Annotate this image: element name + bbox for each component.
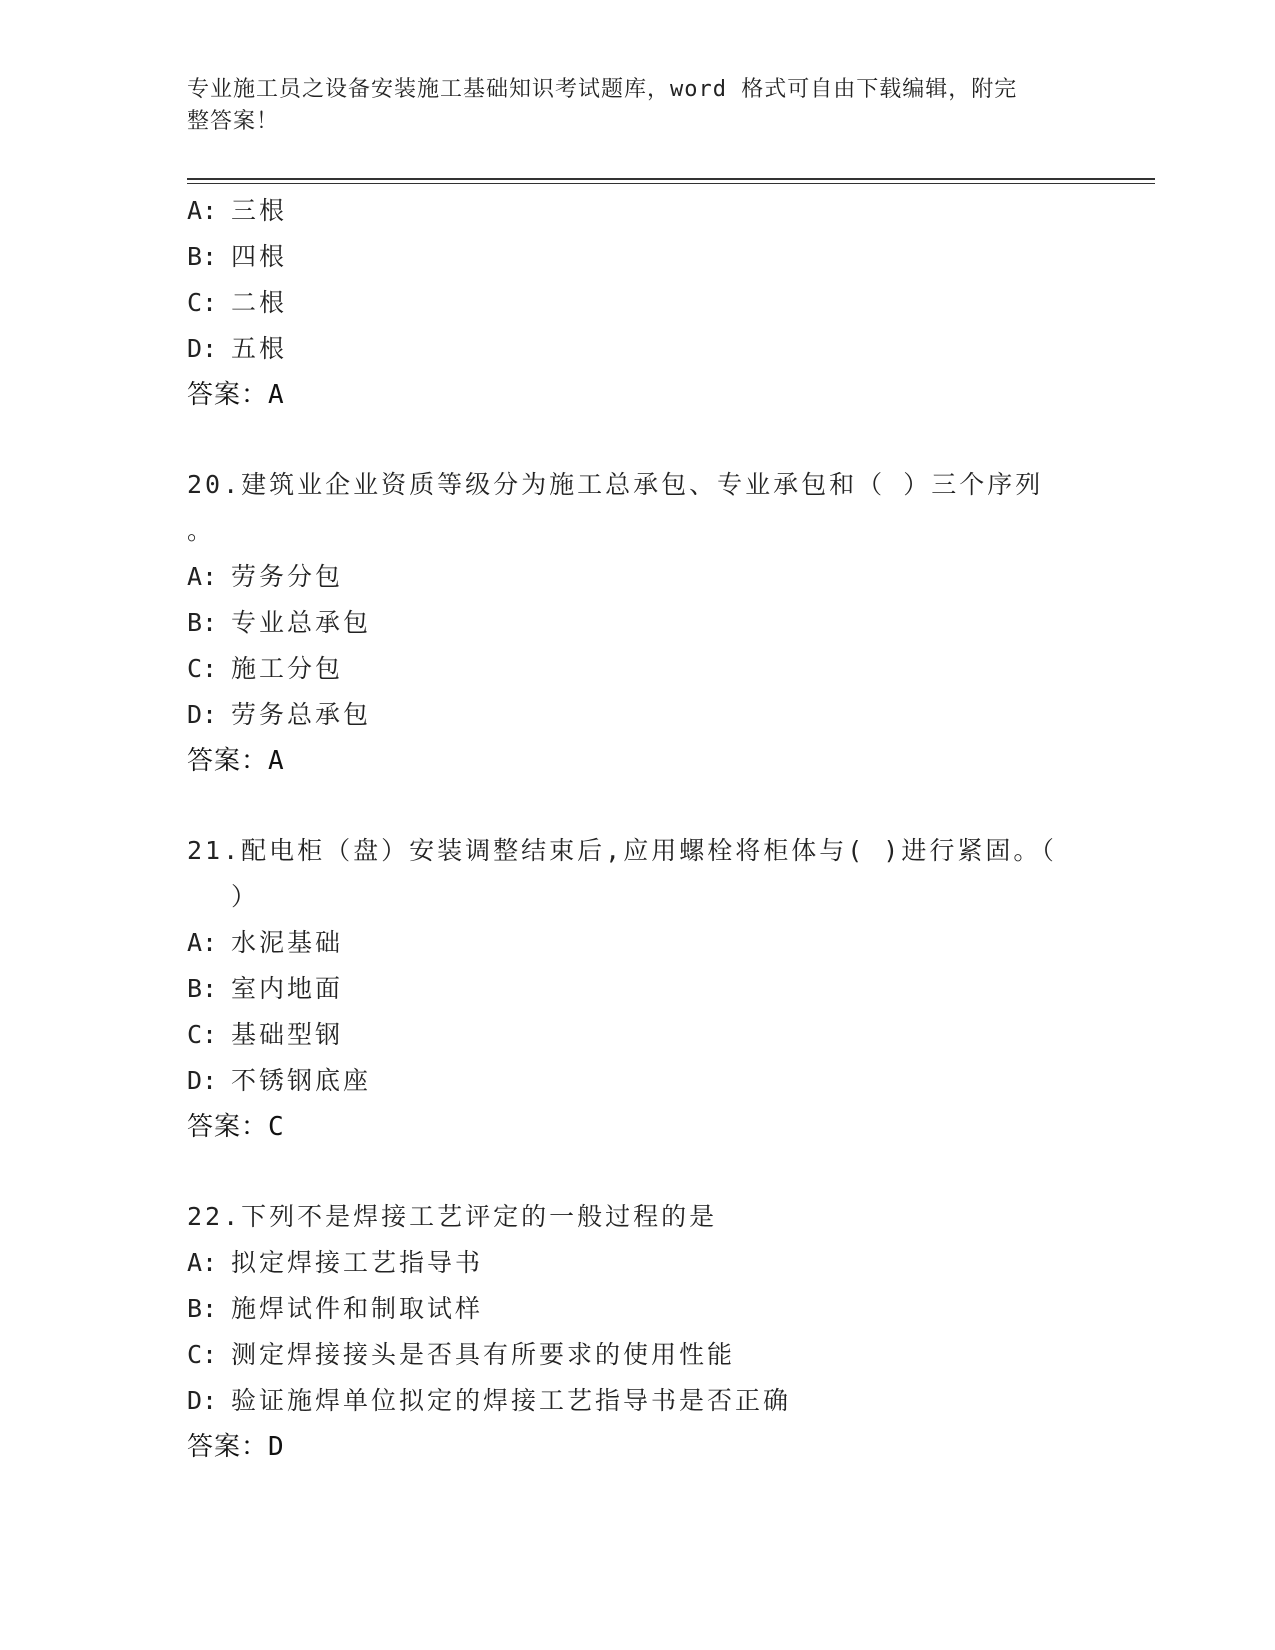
option-b: B: 施焊试件和制取试样 bbox=[187, 1294, 484, 1323]
option-d: D: 五根 bbox=[187, 334, 288, 363]
header-line-1: 专业施工员之设备安装施工基础知识考试题库，word 格式可自由下载编辑，附完 bbox=[187, 77, 1018, 102]
question-20-block bbox=[187, 462, 1087, 784]
option-c: C: 基础型钢 bbox=[187, 1020, 344, 1049]
header-rule-thin bbox=[187, 183, 1155, 184]
answer-line: 答案：C bbox=[187, 1112, 285, 1142]
option-a: A: 三根 bbox=[187, 196, 288, 225]
option-b: B: 四根 bbox=[187, 242, 288, 271]
option-a: A: 劳务分包 bbox=[187, 562, 344, 591]
option-d: D: 劳务总承包 bbox=[187, 700, 372, 729]
option-a: A: 水泥基础 bbox=[187, 928, 344, 957]
document-header bbox=[187, 74, 1067, 138]
option-b: B: 室内地面 bbox=[187, 974, 344, 1003]
option-a: A: 拟定焊接工艺指导书 bbox=[187, 1248, 484, 1277]
option-c: C: 施工分包 bbox=[187, 654, 344, 683]
answer-line: 答案：D bbox=[187, 1432, 285, 1462]
question-22-block bbox=[187, 1194, 1087, 1470]
question-22-text: 22.下列不是焊接工艺评定的一般过程的是 bbox=[187, 1202, 718, 1231]
question-21-text: 21.配电柜（盘）安装调整结束后,应用螺栓将柜体与( )进行紧固。（ ） bbox=[187, 836, 1057, 911]
question-20-text: 20.建筑业企业资质等级分为施工总承包、专业承包和（ ）三个序列 。 bbox=[187, 470, 1044, 545]
option-d: D: 验证施焊单位拟定的焊接工艺指导书是否正确 bbox=[187, 1386, 792, 1415]
option-c: C: 测定焊接接头是否具有所要求的使用性能 bbox=[187, 1340, 736, 1369]
question-21-block bbox=[187, 828, 1087, 1150]
option-d: D: 不锈钢底座 bbox=[187, 1066, 372, 1095]
option-b: B: 专业总承包 bbox=[187, 608, 372, 637]
header-rule-thick bbox=[187, 178, 1155, 180]
header-line-2: 整答案！ bbox=[187, 109, 280, 134]
question-19-block bbox=[187, 188, 1087, 418]
answer-line: 答案：A bbox=[187, 746, 285, 776]
question-list bbox=[187, 188, 1087, 1470]
option-c: C: 二根 bbox=[187, 288, 288, 317]
answer-line: 答案：A bbox=[187, 380, 285, 410]
